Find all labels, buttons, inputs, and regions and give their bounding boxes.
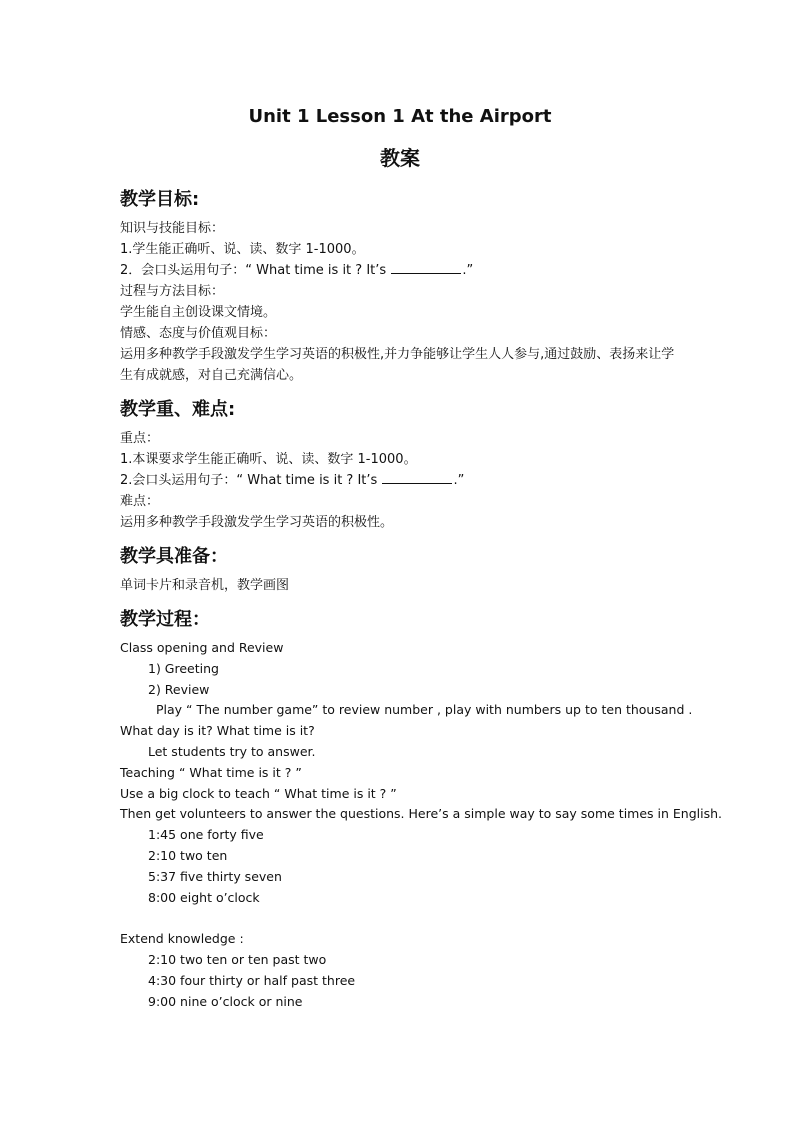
- key-item-1: 1.本课要求学生能正确听、说、读、数字 1-1000。: [120, 452, 417, 467]
- key-label: 重点：: [120, 431, 160, 446]
- procedure-line: Teaching “ What time is it ? ”: [120, 764, 302, 780]
- procedure-line: 2:10 two ten or ten past two: [148, 952, 327, 968]
- key-item-2-prefix: 2.会口头运用句子：“ What time is it ? It’s: [120, 473, 378, 488]
- procedure-line: Play “ The number game” to review number , play with numbers up to ten thousand .: [156, 702, 693, 718]
- materials-heading: 教学具准备：: [120, 546, 228, 567]
- objectives-heading: 教学目标:: [120, 189, 200, 210]
- process-label: 过程与方法目标：: [120, 284, 225, 299]
- difficulty-text: 运用多种教学手段激发学生学习英语的积极性。: [120, 515, 394, 530]
- procedure-line: 9:00 nine o’clock or nine: [148, 993, 303, 1009]
- materials-text: 单词卡片和录音机，教学画图: [120, 578, 290, 593]
- procedure-line: 2) Review: [148, 681, 210, 697]
- procedure-line: Then get volunteers to answer the questions. Here’s a simple way to say some times in English.: [120, 806, 723, 822]
- procedure-line: What day is it? What time is it?: [120, 723, 315, 739]
- procedure-heading: 教学过程：: [120, 609, 210, 630]
- procedure-line: 2:10 two ten: [148, 847, 228, 863]
- key-item-2: [120, 470, 680, 491]
- emotion-label: 情感、态度与价值观目标：: [120, 326, 277, 341]
- objective-item-1: 1.学生能正确听、说、读、数字 1-1000。: [120, 242, 365, 257]
- answer-blank: [391, 260, 461, 274]
- procedure-line: Let students try to answer.: [148, 743, 316, 759]
- procedure-line: 1) Greeting: [148, 660, 219, 676]
- procedure-body: [120, 638, 723, 1013]
- objective-item-2-prefix: 2．会口头运用句子：“ What time is it ? It’s: [120, 263, 387, 278]
- spacer: [120, 908, 680, 929]
- knowledge-label: 知识与技能目标：: [120, 221, 225, 236]
- document-page: [120, 104, 723, 1013]
- procedure-line: 8:00 eight o’clock: [148, 889, 260, 905]
- document-title: Unit 1 Lesson 1 At the Airport: [248, 106, 552, 127]
- document-subtitle: 教案: [380, 146, 420, 170]
- procedure-line: 1:45 one forty five: [148, 827, 264, 843]
- procedure-line: 4:30 four thirty or half past three: [148, 972, 356, 988]
- emotion-text: 运用多种教学手段激发学生学习英语的积极性,并力争能够让学生人人参与,通过鼓励、表扬来让学生有成就感，对自己充满信心。: [120, 347, 675, 383]
- difficulty-label: 难点：: [120, 494, 160, 509]
- key-item-2-suffix: .”: [453, 473, 465, 488]
- objective-item-2-suffix: .”: [462, 263, 474, 278]
- answer-blank: [382, 470, 452, 484]
- procedure-line: Class opening and Review: [120, 640, 284, 655]
- procedure-line: Extend knowledge :: [120, 931, 244, 947]
- objective-item-2: [120, 260, 680, 281]
- process-text: 学生能自主创设课文情境。: [120, 305, 277, 320]
- procedure-line: 5:37 five thirty seven: [148, 868, 282, 884]
- procedure-line: Use a big clock to teach “ What time is it ? ”: [120, 785, 397, 801]
- keypoints-heading: 教学重、难点:: [120, 399, 236, 420]
